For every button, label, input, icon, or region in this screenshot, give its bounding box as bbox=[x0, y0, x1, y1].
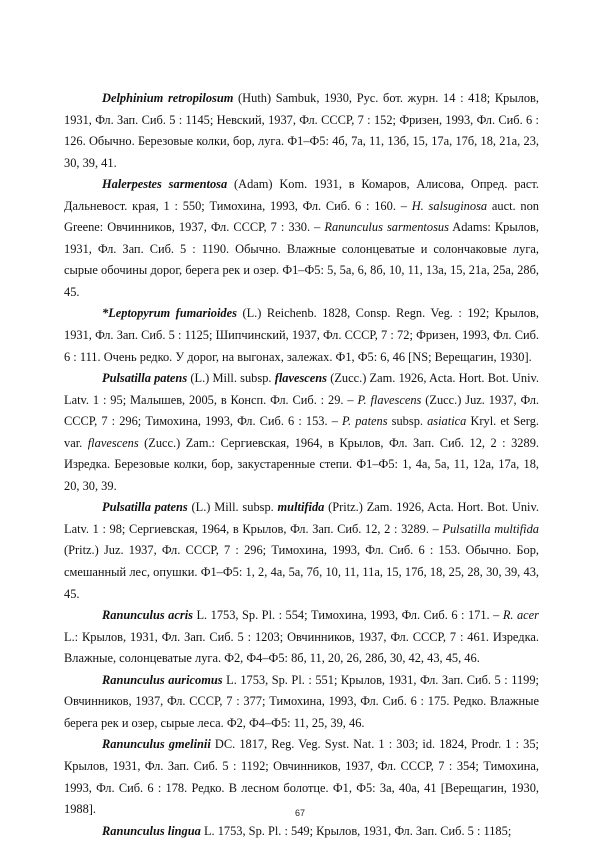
species-entry bbox=[64, 88, 539, 174]
entry-text: (Pritz.) Juz. 1937, Фл. СССР, 7 : 296; Тимохина, 1993, Фл. Сиб. 6 : 153. Обычно. Бор, смешанный лес, опушки. Ф1–Ф5: 1, 2, 4а, 5а, 7б, 10, 11, 11а, 15, 17б, 18, 25, 28, 30, 39, 43, 45. bbox=[64, 543, 539, 601]
taxon-name: Halerpestes sarmentosa bbox=[102, 177, 228, 192]
synonym-name: Ranunculus sarmentosus bbox=[324, 220, 449, 235]
synonym-name: R. acer bbox=[502, 608, 540, 623]
entry-text: (Huth) Sambuk, 1930, Рус. бот. журн. 14 : 418; Крылов, 1931, Фл. Зап. Сиб. 5 : 1145; Невский, 1937, Фл. СССР, 7 : 152; Фризен, 1993, Фл. Сиб. 6 : 126. Обычно. Березовые колки, бор, луга. Ф1–Ф5: 4б, 7а, 11, 13б, 15, 17а, 17б, 18, 21а, 23, 30, 39, 41. bbox=[64, 91, 539, 170]
entry-text: (Zucc.) Zam. 1926, Acta. Hort. Bot. Univ. Latv. 1 : 95; Малышев, 2005, в Консп. Фл. Сиб. : 29. – bbox=[64, 371, 539, 407]
entry-text: L. 1753, Sp. Pl. : 549; Крылов, 1931, Фл. Зап. Сиб. 5 : 1185; bbox=[200, 823, 512, 838]
synonym-name: P. flavescens bbox=[357, 392, 422, 407]
document-body bbox=[64, 88, 539, 842]
synonym-name: asiatica bbox=[427, 414, 467, 429]
taxon-name: flavescens bbox=[274, 371, 328, 386]
entry-text: (Zucc.) Juz. 1937, Фл. СССР, 7 : 296; Тимохина, 1993, Фл. Сиб. 6 : 153. – bbox=[64, 392, 539, 429]
species-entry bbox=[64, 605, 539, 670]
synonym-name: flavescens bbox=[87, 435, 139, 450]
species-entry bbox=[64, 368, 539, 497]
taxon-name: multifida bbox=[277, 500, 325, 515]
entry-text: (L.) Mill. subsp. bbox=[187, 500, 278, 515]
taxon-name: Ranunculus gmelinii bbox=[102, 737, 211, 752]
species-entry bbox=[64, 174, 539, 303]
entry-text: Adams: Крылов, 1931, Фл. Зап. Сиб. 5 : 1190. Обычно. Влажные солонцеватые и солончаковые луга, сырые обочины дорог, берега рек и озер. Ф1–Ф5: 5, 5а, 6, 8б, 10, 11, 13а, 15, 21а, 25а, 28б, 45. bbox=[64, 220, 540, 299]
entry-text: subsp. bbox=[387, 414, 428, 429]
species-entry bbox=[64, 821, 539, 843]
entry-text: (Zucc.) Zam.: Сергиевская, 1964, в Крылов, Фл. Зап. Сиб. 12, 2 : 3289. Изредка. Березовые колки, бор, закустаренные степи. Ф1–Ф5: 1, 4а, 5а, 11, 12а, 17а, 18, 20, 30, 39. bbox=[64, 435, 539, 493]
entry-text: L.: Крылов, 1931, Фл. Зап. Сиб. 5 : 1203; Овчинников, 1937, Фл. СССР, 7 : 461. Изредка. Влажные, солонцеватые луга. Ф2, Ф4–Ф5: 8б, 11, 20, 26, 28б, 30, 42, 43, 45, 46. bbox=[64, 629, 539, 666]
species-entry bbox=[64, 670, 539, 735]
taxon-name: Pulsatilla patens bbox=[102, 371, 188, 386]
entry-text: Kryl. et Serg. var. bbox=[64, 414, 540, 450]
synonym-name: H. salsuginosa bbox=[411, 198, 488, 213]
taxon-name: Pulsatilla patens bbox=[102, 500, 188, 515]
taxon-name: Delphinium retropilosum bbox=[102, 91, 234, 105]
entry-text: (Pritz.) Zam. 1926, Acta. Hort. Bot. Univ. Latv. 1 : 98; Сергиевская, 1964, в Крылов, Фл. Зап. Сиб. 12, 2 : 3289. – bbox=[64, 500, 539, 536]
entry-text: (L.) Mill. subsp. bbox=[187, 371, 275, 386]
entry-text: (Adam) Kom. 1931, в Комаров, Алисова, Опред. раст. Дальневост. края, 1 : 550; Тимохина, 1993, Фл. Сиб. 6 : 160. – bbox=[64, 177, 540, 213]
page-number: 67 bbox=[294, 808, 305, 818]
taxon-name: Ranunculus acris bbox=[102, 608, 193, 623]
entry-text: L. 1753, Sp. Pl. : 554; Тимохина, 1993, Фл. Сиб. 6 : 171. – bbox=[192, 608, 503, 623]
synonym-name: P. patens bbox=[342, 414, 388, 429]
taxon-name: Ranunculus auricomus bbox=[102, 672, 223, 687]
entry-text: auct. non Greene: Овчинников, 1937, Фл. СССР, 7 : 330. – bbox=[64, 198, 540, 235]
taxon-name: *Leptopyrum fumarioides bbox=[102, 306, 237, 321]
entry-text: L. 1753, Sp. Pl. : 551; Крылов, 1931, Фл. Зап. Сиб. 5 : 1199; Овчинников, 1937, Фл. СССР, 7 : 377; Тимохина, 1993, Фл. Сиб. 6 : 175. Редко. Влажные берега рек и озер, сырые леса. Ф2, Ф4–Ф5: 11, 25, 39, 46. bbox=[64, 672, 539, 730]
synonym-name: Pulsatilla multifida bbox=[442, 521, 539, 536]
entry-text: (L.) Reichenb. 1828, Consp. Regn. Veg. : 192; Крылов, 1931, Фл. Зап. Сиб. 5 : 1125; Шипчинский, 1937, Фл. СССР, 7 : 72; Фризен, 1993, Фл. Сиб. 6 : 111. Очень редко. У дорог, на выгонах, залежах. Ф1, Ф5: 6, 46 [NS; Верещагин, 1930]. bbox=[64, 306, 539, 364]
species-entry bbox=[64, 303, 539, 368]
entry-text: DC. 1817, Reg. Veg. Syst. Nat. 1 : 303; id. 1824, Prodr. 1 : 35; Крылов, 1931, Фл. Зап. Сиб. 5 : 1192; Овчинников, 1937, Фл. СССР, 7 : 354; Тимохина, 1993, Фл. Сиб. 6 : 178. Редко. В лесном болотце. Ф1, Ф5: 3а, 40а, 41 [Верещагин, 1930, 1988]. bbox=[64, 737, 539, 817]
species-entry bbox=[64, 497, 539, 605]
taxon-name: Ranunculus lingua bbox=[102, 823, 201, 838]
